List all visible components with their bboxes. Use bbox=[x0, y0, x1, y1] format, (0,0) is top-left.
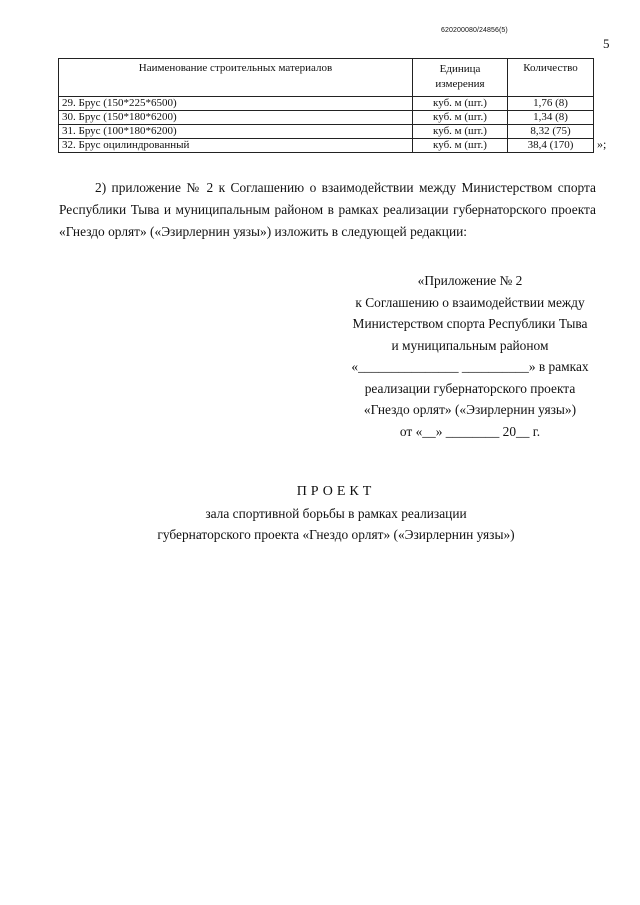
appendix-line: реализации губернаторского проекта bbox=[364, 380, 576, 396]
appendix-line: «Приложение № 2 bbox=[417, 273, 523, 288]
appendix-line: «Гнездо орлят» («Эзирлернин уязы») bbox=[363, 402, 577, 417]
page-number: 5 bbox=[603, 36, 610, 51]
column-header-name: Наименование строительных материалов bbox=[59, 59, 413, 97]
material-name: 32. Брус оцилиндрованный bbox=[59, 139, 413, 153]
table-row bbox=[59, 97, 594, 111]
body-paragraph: 2) приложение № 2 к Соглашению о взаимодействии между Министерством спорта Республики Тыва и муниципальным районом в рамках реализации губернаторского проекта «Гнездо орлят» («Эзирлернин уязы») изложить в следующей редакции: bbox=[59, 180, 596, 239]
column-header-unit: Единица измерения bbox=[413, 59, 508, 97]
material-unit: куб. м (шт.) bbox=[413, 97, 508, 111]
subtitle-line: зала спортивной борьбы в рамках реализации bbox=[205, 506, 467, 521]
table-row bbox=[59, 139, 594, 153]
appendix-line: Министерством спорта Республики Тыва bbox=[352, 316, 588, 331]
material-quantity: 8,32 (75) bbox=[508, 125, 594, 139]
material-name: 29. Брус (150*225*6500) bbox=[59, 97, 413, 111]
material-unit: куб. м (шт.) bbox=[413, 139, 508, 153]
appendix-line: от «__» ________ 20__ г. bbox=[399, 423, 541, 439]
table-closing-mark: »; bbox=[597, 137, 607, 151]
column-header-quantity: Количество bbox=[508, 59, 594, 97]
project-subtitle bbox=[0, 503, 640, 545]
material-quantity: 1,76 (8) bbox=[508, 97, 594, 111]
document-id: 620200080/24856(5) bbox=[441, 27, 508, 34]
material-name: 30. Брус (150*180*6200) bbox=[59, 111, 413, 125]
appendix-line: «_______________ __________» в рамках bbox=[351, 359, 589, 374]
material-unit: куб. м (шт.) bbox=[413, 125, 508, 139]
material-quantity: 1,34 (8) bbox=[508, 111, 594, 125]
table-row bbox=[59, 125, 594, 139]
material-unit: куб. м (шт.) bbox=[413, 111, 508, 125]
table-header-row bbox=[59, 59, 594, 97]
material-name: 31. Брус (100*180*6200) bbox=[59, 125, 413, 139]
project-title: ПРОЕКТ bbox=[296, 484, 376, 499]
material-quantity: 38,4 (170) bbox=[508, 139, 594, 153]
table-row bbox=[59, 111, 594, 125]
appendix-line: и муниципальным районом bbox=[391, 337, 549, 353]
subtitle-line: губернаторского проекта «Гнездо орлят» («Эзирлернин уязы») bbox=[157, 527, 515, 542]
appendix-heading bbox=[320, 270, 620, 442]
appendix-line: к Соглашению о взаимодействии между bbox=[355, 294, 585, 310]
materials-table bbox=[58, 58, 594, 153]
